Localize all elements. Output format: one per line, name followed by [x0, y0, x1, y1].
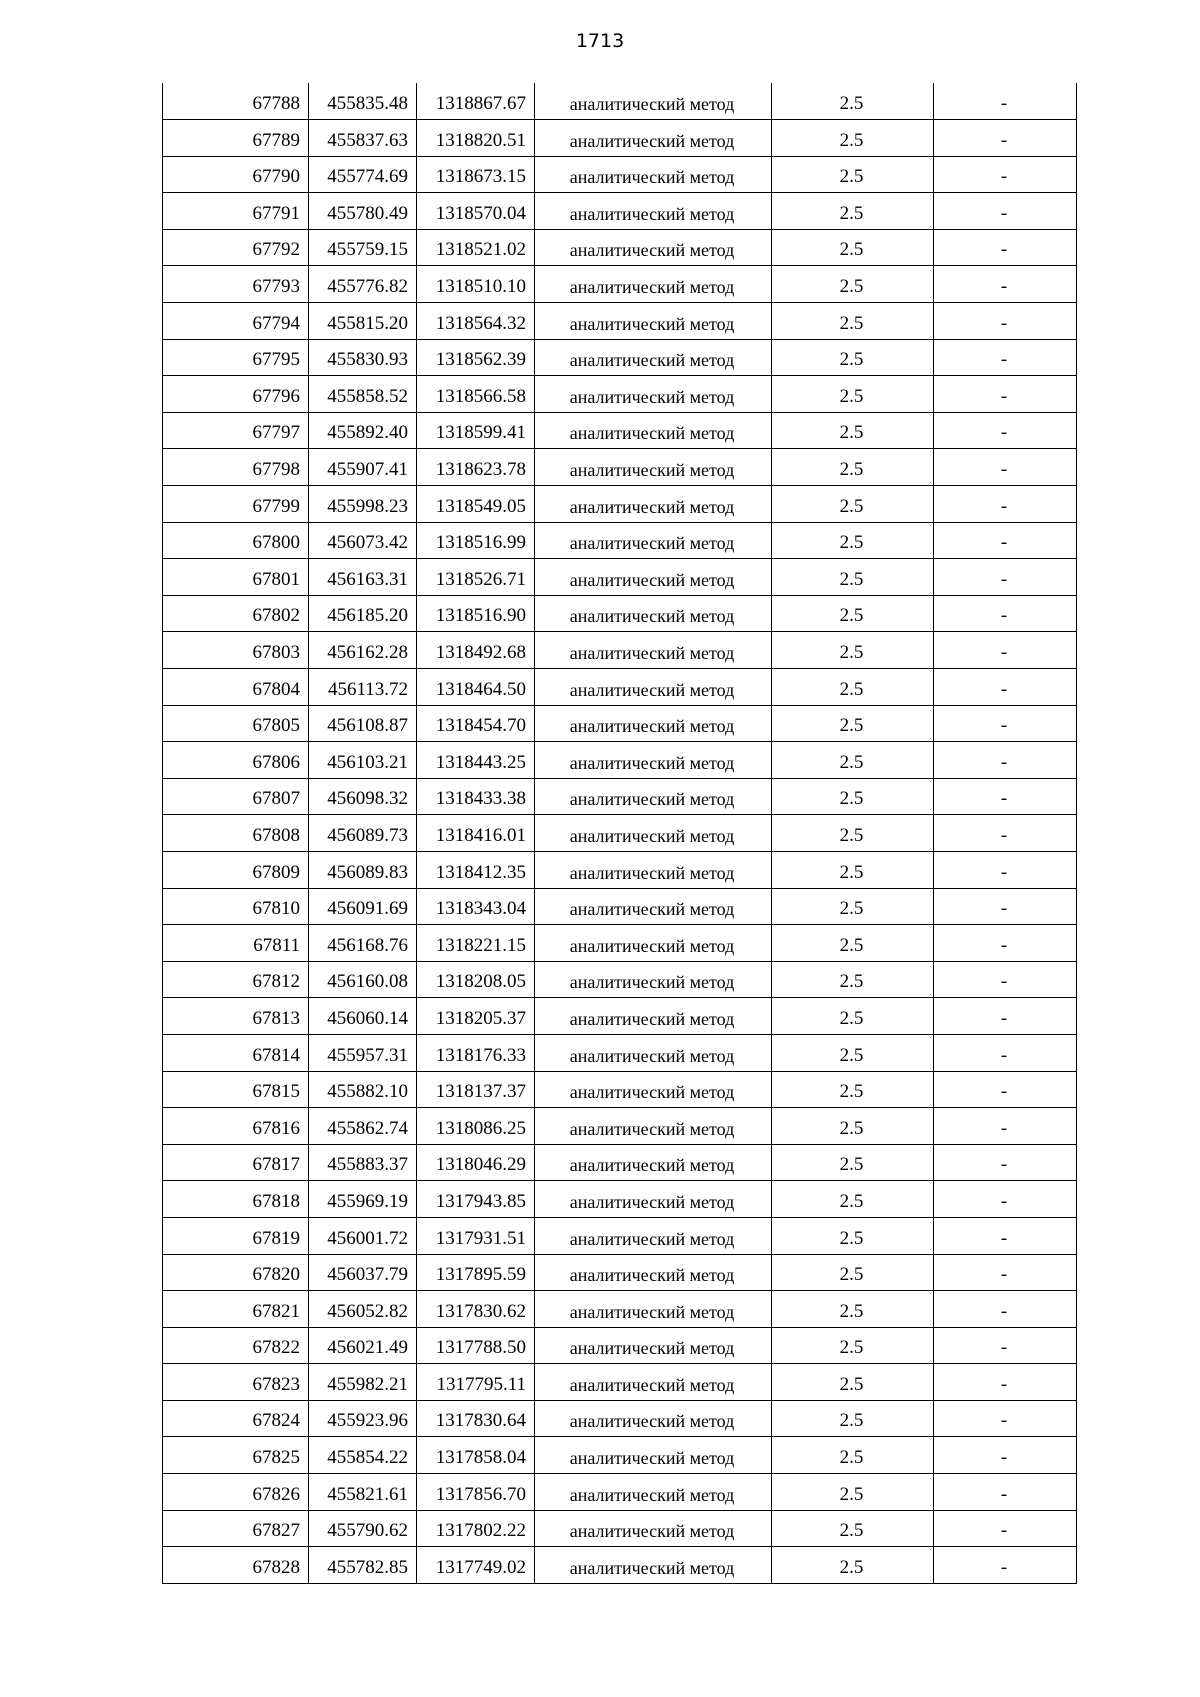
y-coordinate-cell: 1318867.67 — [417, 83, 535, 120]
note-cell: - — [934, 1291, 1077, 1328]
note-cell: - — [934, 1108, 1077, 1145]
y-coordinate-cell: 1318086.25 — [417, 1108, 535, 1145]
method-cell: аналитический метод — [535, 1108, 772, 1145]
point-number-cell: 67800 — [163, 522, 309, 559]
point-number-cell: 67821 — [163, 1291, 309, 1328]
method-cell: аналитический метод — [535, 120, 772, 157]
note-cell: - — [934, 961, 1077, 998]
x-coordinate-cell: 456037.79 — [309, 1254, 417, 1291]
method-cell: аналитический метод — [535, 449, 772, 486]
method-cell: аналитический метод — [535, 1144, 772, 1181]
table-row — [163, 925, 1077, 962]
table-row — [163, 778, 1077, 815]
precision-cell: 2.5 — [772, 1364, 934, 1401]
method-cell: аналитический метод — [535, 229, 772, 266]
x-coordinate-cell: 456113.72 — [309, 669, 417, 706]
y-coordinate-cell: 1317943.85 — [417, 1181, 535, 1218]
table-row — [163, 1291, 1077, 1328]
x-coordinate-cell: 455957.31 — [309, 1034, 417, 1071]
precision-cell: 2.5 — [772, 339, 934, 376]
precision-cell: 2.5 — [772, 742, 934, 779]
precision-cell: 2.5 — [772, 1400, 934, 1437]
x-coordinate-cell: 456089.73 — [309, 815, 417, 852]
x-coordinate-cell: 455776.82 — [309, 266, 417, 303]
point-number-cell: 67801 — [163, 559, 309, 596]
precision-cell: 2.5 — [772, 1254, 934, 1291]
table-row — [163, 888, 1077, 925]
point-number-cell: 67814 — [163, 1034, 309, 1071]
note-cell: - — [934, 486, 1077, 523]
point-number-cell: 67798 — [163, 449, 309, 486]
note-cell: - — [934, 522, 1077, 559]
y-coordinate-cell: 1317749.02 — [417, 1547, 535, 1584]
y-coordinate-cell: 1318443.25 — [417, 742, 535, 779]
method-cell: аналитический метод — [535, 1474, 772, 1511]
x-coordinate-cell: 455780.49 — [309, 193, 417, 230]
point-number-cell: 67819 — [163, 1217, 309, 1254]
x-coordinate-cell: 456168.76 — [309, 925, 417, 962]
point-number-cell: 67795 — [163, 339, 309, 376]
precision-cell: 2.5 — [772, 888, 934, 925]
method-cell: аналитический метод — [535, 193, 772, 230]
note-cell: - — [934, 1217, 1077, 1254]
note-cell: - — [934, 851, 1077, 888]
x-coordinate-cell: 455815.20 — [309, 303, 417, 340]
note-cell: - — [934, 742, 1077, 779]
x-coordinate-cell: 456091.69 — [309, 888, 417, 925]
table-row — [163, 1400, 1077, 1437]
y-coordinate-cell: 1318510.10 — [417, 266, 535, 303]
note-cell: - — [934, 303, 1077, 340]
method-cell: аналитический метод — [535, 925, 772, 962]
method-cell: аналитический метод — [535, 1217, 772, 1254]
point-number-cell: 67825 — [163, 1437, 309, 1474]
point-number-cell: 67797 — [163, 412, 309, 449]
method-cell: аналитический метод — [535, 1400, 772, 1437]
y-coordinate-cell: 1318562.39 — [417, 339, 535, 376]
table-row — [163, 632, 1077, 669]
table-row — [163, 1181, 1077, 1218]
point-number-cell: 67816 — [163, 1108, 309, 1145]
note-cell: - — [934, 339, 1077, 376]
x-coordinate-cell: 455998.23 — [309, 486, 417, 523]
method-cell: аналитический метод — [535, 705, 772, 742]
x-coordinate-cell: 455923.96 — [309, 1400, 417, 1437]
y-coordinate-cell: 1318492.68 — [417, 632, 535, 669]
x-coordinate-cell: 455883.37 — [309, 1144, 417, 1181]
precision-cell: 2.5 — [772, 83, 934, 120]
note-cell: - — [934, 229, 1077, 266]
precision-cell: 2.5 — [772, 1071, 934, 1108]
precision-cell: 2.5 — [772, 412, 934, 449]
method-cell: аналитический метод — [535, 778, 772, 815]
y-coordinate-cell: 1318412.35 — [417, 851, 535, 888]
table-row — [163, 486, 1077, 523]
note-cell: - — [934, 1144, 1077, 1181]
y-coordinate-cell: 1317795.11 — [417, 1364, 535, 1401]
note-cell: - — [934, 266, 1077, 303]
note-cell: - — [934, 120, 1077, 157]
x-coordinate-cell: 456001.72 — [309, 1217, 417, 1254]
method-cell: аналитический метод — [535, 1364, 772, 1401]
table-row — [163, 998, 1077, 1035]
method-cell: аналитический метод — [535, 156, 772, 193]
table-row — [163, 1327, 1077, 1364]
y-coordinate-cell: 1318623.78 — [417, 449, 535, 486]
x-coordinate-cell: 455882.10 — [309, 1071, 417, 1108]
y-coordinate-cell: 1318673.15 — [417, 156, 535, 193]
precision-cell: 2.5 — [772, 156, 934, 193]
method-cell: аналитический метод — [535, 1071, 772, 1108]
method-cell: аналитический метод — [535, 742, 772, 779]
table-row — [163, 851, 1077, 888]
y-coordinate-cell: 1318046.29 — [417, 1144, 535, 1181]
precision-cell: 2.5 — [772, 925, 934, 962]
note-cell: - — [934, 888, 1077, 925]
table-row — [163, 1510, 1077, 1547]
precision-cell: 2.5 — [772, 815, 934, 852]
note-cell: - — [934, 83, 1077, 120]
x-coordinate-cell: 456021.49 — [309, 1327, 417, 1364]
table-row — [163, 229, 1077, 266]
note-cell: - — [934, 1254, 1077, 1291]
note-cell: - — [934, 998, 1077, 1035]
x-coordinate-cell: 456185.20 — [309, 595, 417, 632]
table-row — [163, 1474, 1077, 1511]
point-number-cell: 67799 — [163, 486, 309, 523]
y-coordinate-cell: 1318176.33 — [417, 1034, 535, 1071]
y-coordinate-cell: 1317830.64 — [417, 1400, 535, 1437]
y-coordinate-cell: 1318433.38 — [417, 778, 535, 815]
point-number-cell: 67827 — [163, 1510, 309, 1547]
note-cell: - — [934, 1034, 1077, 1071]
x-coordinate-cell: 455858.52 — [309, 376, 417, 413]
point-number-cell: 67809 — [163, 851, 309, 888]
point-number-cell: 67794 — [163, 303, 309, 340]
point-number-cell: 67815 — [163, 1071, 309, 1108]
method-cell: аналитический метод — [535, 559, 772, 596]
note-cell: - — [934, 559, 1077, 596]
note-cell: - — [934, 156, 1077, 193]
y-coordinate-cell: 1318820.51 — [417, 120, 535, 157]
x-coordinate-cell: 455821.61 — [309, 1474, 417, 1511]
method-cell: аналитический метод — [535, 998, 772, 1035]
table-row — [163, 1547, 1077, 1584]
precision-cell: 2.5 — [772, 1217, 934, 1254]
point-number-cell: 67818 — [163, 1181, 309, 1218]
y-coordinate-cell: 1318521.02 — [417, 229, 535, 266]
precision-cell: 2.5 — [772, 449, 934, 486]
method-cell: аналитический метод — [535, 595, 772, 632]
note-cell: - — [934, 1510, 1077, 1547]
precision-cell: 2.5 — [772, 705, 934, 742]
table-row — [163, 815, 1077, 852]
method-cell: аналитический метод — [535, 1181, 772, 1218]
precision-cell: 2.5 — [772, 1144, 934, 1181]
y-coordinate-cell: 1317788.50 — [417, 1327, 535, 1364]
method-cell: аналитический метод — [535, 486, 772, 523]
table-row — [163, 339, 1077, 376]
table-body — [163, 83, 1077, 1583]
point-number-cell: 67806 — [163, 742, 309, 779]
table-row — [163, 1034, 1077, 1071]
point-number-cell: 67813 — [163, 998, 309, 1035]
precision-cell: 2.5 — [772, 229, 934, 266]
point-number-cell: 67789 — [163, 120, 309, 157]
point-number-cell: 67802 — [163, 595, 309, 632]
precision-cell: 2.5 — [772, 376, 934, 413]
note-cell: - — [934, 1364, 1077, 1401]
table-row — [163, 376, 1077, 413]
table-row — [163, 1437, 1077, 1474]
table-row — [163, 559, 1077, 596]
table-row — [163, 1108, 1077, 1145]
point-number-cell: 67792 — [163, 229, 309, 266]
note-cell: - — [934, 449, 1077, 486]
point-number-cell: 67807 — [163, 778, 309, 815]
point-number-cell: 67803 — [163, 632, 309, 669]
table-row — [163, 1364, 1077, 1401]
x-coordinate-cell: 456098.32 — [309, 778, 417, 815]
method-cell: аналитический метод — [535, 339, 772, 376]
method-cell: аналитический метод — [535, 1510, 772, 1547]
y-coordinate-cell: 1318566.58 — [417, 376, 535, 413]
x-coordinate-cell: 456103.21 — [309, 742, 417, 779]
x-coordinate-cell: 455862.74 — [309, 1108, 417, 1145]
point-number-cell: 67812 — [163, 961, 309, 998]
table-row — [163, 156, 1077, 193]
y-coordinate-cell: 1317802.22 — [417, 1510, 535, 1547]
note-cell: - — [934, 193, 1077, 230]
method-cell: аналитический метод — [535, 851, 772, 888]
y-coordinate-cell: 1317858.04 — [417, 1437, 535, 1474]
precision-cell: 2.5 — [772, 1474, 934, 1511]
page-number: 1713 — [575, 30, 625, 52]
point-number-cell: 67822 — [163, 1327, 309, 1364]
precision-cell: 2.5 — [772, 1034, 934, 1071]
point-number-cell: 67810 — [163, 888, 309, 925]
precision-cell: 2.5 — [772, 1437, 934, 1474]
note-cell: - — [934, 632, 1077, 669]
y-coordinate-cell: 1318343.04 — [417, 888, 535, 925]
method-cell: аналитический метод — [535, 1547, 772, 1584]
point-number-cell: 67823 — [163, 1364, 309, 1401]
table-row — [163, 742, 1077, 779]
y-coordinate-cell: 1318570.04 — [417, 193, 535, 230]
y-coordinate-cell: 1318208.05 — [417, 961, 535, 998]
method-cell: аналитический метод — [535, 83, 772, 120]
point-number-cell: 67796 — [163, 376, 309, 413]
x-coordinate-cell: 455782.85 — [309, 1547, 417, 1584]
x-coordinate-cell: 455854.22 — [309, 1437, 417, 1474]
precision-cell: 2.5 — [772, 522, 934, 559]
point-number-cell: 67817 — [163, 1144, 309, 1181]
x-coordinate-cell: 455907.41 — [309, 449, 417, 486]
point-number-cell: 67805 — [163, 705, 309, 742]
precision-cell: 2.5 — [772, 120, 934, 157]
table-row — [163, 961, 1077, 998]
table-row — [163, 449, 1077, 486]
x-coordinate-cell: 456162.28 — [309, 632, 417, 669]
y-coordinate-cell: 1317931.51 — [417, 1217, 535, 1254]
method-cell: аналитический метод — [535, 303, 772, 340]
note-cell: - — [934, 1474, 1077, 1511]
y-coordinate-cell: 1318516.90 — [417, 595, 535, 632]
point-number-cell: 67828 — [163, 1547, 309, 1584]
method-cell: аналитический метод — [535, 1327, 772, 1364]
y-coordinate-cell: 1318416.01 — [417, 815, 535, 852]
note-cell: - — [934, 705, 1077, 742]
x-coordinate-cell: 456060.14 — [309, 998, 417, 1035]
point-number-cell: 67811 — [163, 925, 309, 962]
point-number-cell: 67820 — [163, 1254, 309, 1291]
note-cell: - — [934, 778, 1077, 815]
precision-cell: 2.5 — [772, 193, 934, 230]
y-coordinate-cell: 1318454.70 — [417, 705, 535, 742]
point-number-cell: 67808 — [163, 815, 309, 852]
x-coordinate-cell: 455830.93 — [309, 339, 417, 376]
x-coordinate-cell: 455790.62 — [309, 1510, 417, 1547]
y-coordinate-cell: 1318564.32 — [417, 303, 535, 340]
x-coordinate-cell: 455837.63 — [309, 120, 417, 157]
precision-cell: 2.5 — [772, 1291, 934, 1328]
method-cell: аналитический метод — [535, 888, 772, 925]
precision-cell: 2.5 — [772, 303, 934, 340]
precision-cell: 2.5 — [772, 669, 934, 706]
note-cell: - — [934, 595, 1077, 632]
x-coordinate-cell: 455892.40 — [309, 412, 417, 449]
table-row — [163, 120, 1077, 157]
precision-cell: 2.5 — [772, 778, 934, 815]
method-cell: аналитический метод — [535, 266, 772, 303]
table-row — [163, 522, 1077, 559]
note-cell: - — [934, 1181, 1077, 1218]
note-cell: - — [934, 925, 1077, 962]
table-row — [163, 266, 1077, 303]
x-coordinate-cell: 456073.42 — [309, 522, 417, 559]
table-row — [163, 595, 1077, 632]
x-coordinate-cell: 456108.87 — [309, 705, 417, 742]
point-number-cell: 67804 — [163, 669, 309, 706]
precision-cell: 2.5 — [772, 595, 934, 632]
point-number-cell: 67826 — [163, 1474, 309, 1511]
method-cell: аналитический метод — [535, 669, 772, 706]
y-coordinate-cell: 1318516.99 — [417, 522, 535, 559]
method-cell: аналитический метод — [535, 632, 772, 669]
x-coordinate-cell: 456160.08 — [309, 961, 417, 998]
y-coordinate-cell: 1318549.05 — [417, 486, 535, 523]
method-cell: аналитический метод — [535, 412, 772, 449]
point-number-cell: 67788 — [163, 83, 309, 120]
precision-cell: 2.5 — [772, 851, 934, 888]
precision-cell: 2.5 — [772, 1327, 934, 1364]
table-row — [163, 705, 1077, 742]
y-coordinate-cell: 1318221.15 — [417, 925, 535, 962]
y-coordinate-cell: 1318464.50 — [417, 669, 535, 706]
x-coordinate-cell: 455835.48 — [309, 83, 417, 120]
method-cell: аналитический метод — [535, 815, 772, 852]
method-cell: аналитический метод — [535, 376, 772, 413]
precision-cell: 2.5 — [772, 1547, 934, 1584]
method-cell: аналитический метод — [535, 1034, 772, 1071]
x-coordinate-cell: 455969.19 — [309, 1181, 417, 1218]
point-number-cell: 67824 — [163, 1400, 309, 1437]
precision-cell: 2.5 — [772, 486, 934, 523]
precision-cell: 2.5 — [772, 1510, 934, 1547]
note-cell: - — [934, 376, 1077, 413]
table-row — [163, 83, 1077, 120]
table-row — [163, 412, 1077, 449]
precision-cell: 2.5 — [772, 1108, 934, 1145]
note-cell: - — [934, 1327, 1077, 1364]
y-coordinate-cell: 1318137.37 — [417, 1071, 535, 1108]
precision-cell: 2.5 — [772, 559, 934, 596]
coordinates-table — [162, 83, 1077, 1584]
y-coordinate-cell: 1318599.41 — [417, 412, 535, 449]
x-coordinate-cell: 455759.15 — [309, 229, 417, 266]
note-cell: - — [934, 1547, 1077, 1584]
table-row — [163, 669, 1077, 706]
precision-cell: 2.5 — [772, 1181, 934, 1218]
y-coordinate-cell: 1318205.37 — [417, 998, 535, 1035]
precision-cell: 2.5 — [772, 266, 934, 303]
note-cell: - — [934, 1400, 1077, 1437]
table-row — [163, 1071, 1077, 1108]
y-coordinate-cell: 1317856.70 — [417, 1474, 535, 1511]
method-cell: аналитический метод — [535, 1437, 772, 1474]
y-coordinate-cell: 1317895.59 — [417, 1254, 535, 1291]
table-row — [163, 1254, 1077, 1291]
method-cell: аналитический метод — [535, 961, 772, 998]
table-row — [163, 1144, 1077, 1181]
y-coordinate-cell: 1317830.62 — [417, 1291, 535, 1328]
precision-cell: 2.5 — [772, 961, 934, 998]
point-number-cell: 67793 — [163, 266, 309, 303]
note-cell: - — [934, 412, 1077, 449]
precision-cell: 2.5 — [772, 998, 934, 1035]
method-cell: аналитический метод — [535, 1291, 772, 1328]
table-row — [163, 303, 1077, 340]
point-number-cell: 67791 — [163, 193, 309, 230]
note-cell: - — [934, 1071, 1077, 1108]
note-cell: - — [934, 1437, 1077, 1474]
x-coordinate-cell: 456052.82 — [309, 1291, 417, 1328]
point-number-cell: 67790 — [163, 156, 309, 193]
method-cell: аналитический метод — [535, 1254, 772, 1291]
method-cell: аналитический метод — [535, 522, 772, 559]
note-cell: - — [934, 815, 1077, 852]
x-coordinate-cell: 456163.31 — [309, 559, 417, 596]
x-coordinate-cell: 456089.83 — [309, 851, 417, 888]
table-row — [163, 1217, 1077, 1254]
precision-cell: 2.5 — [772, 632, 934, 669]
x-coordinate-cell: 455774.69 — [309, 156, 417, 193]
y-coordinate-cell: 1318526.71 — [417, 559, 535, 596]
x-coordinate-cell: 455982.21 — [309, 1364, 417, 1401]
note-cell: - — [934, 669, 1077, 706]
table-row — [163, 193, 1077, 230]
